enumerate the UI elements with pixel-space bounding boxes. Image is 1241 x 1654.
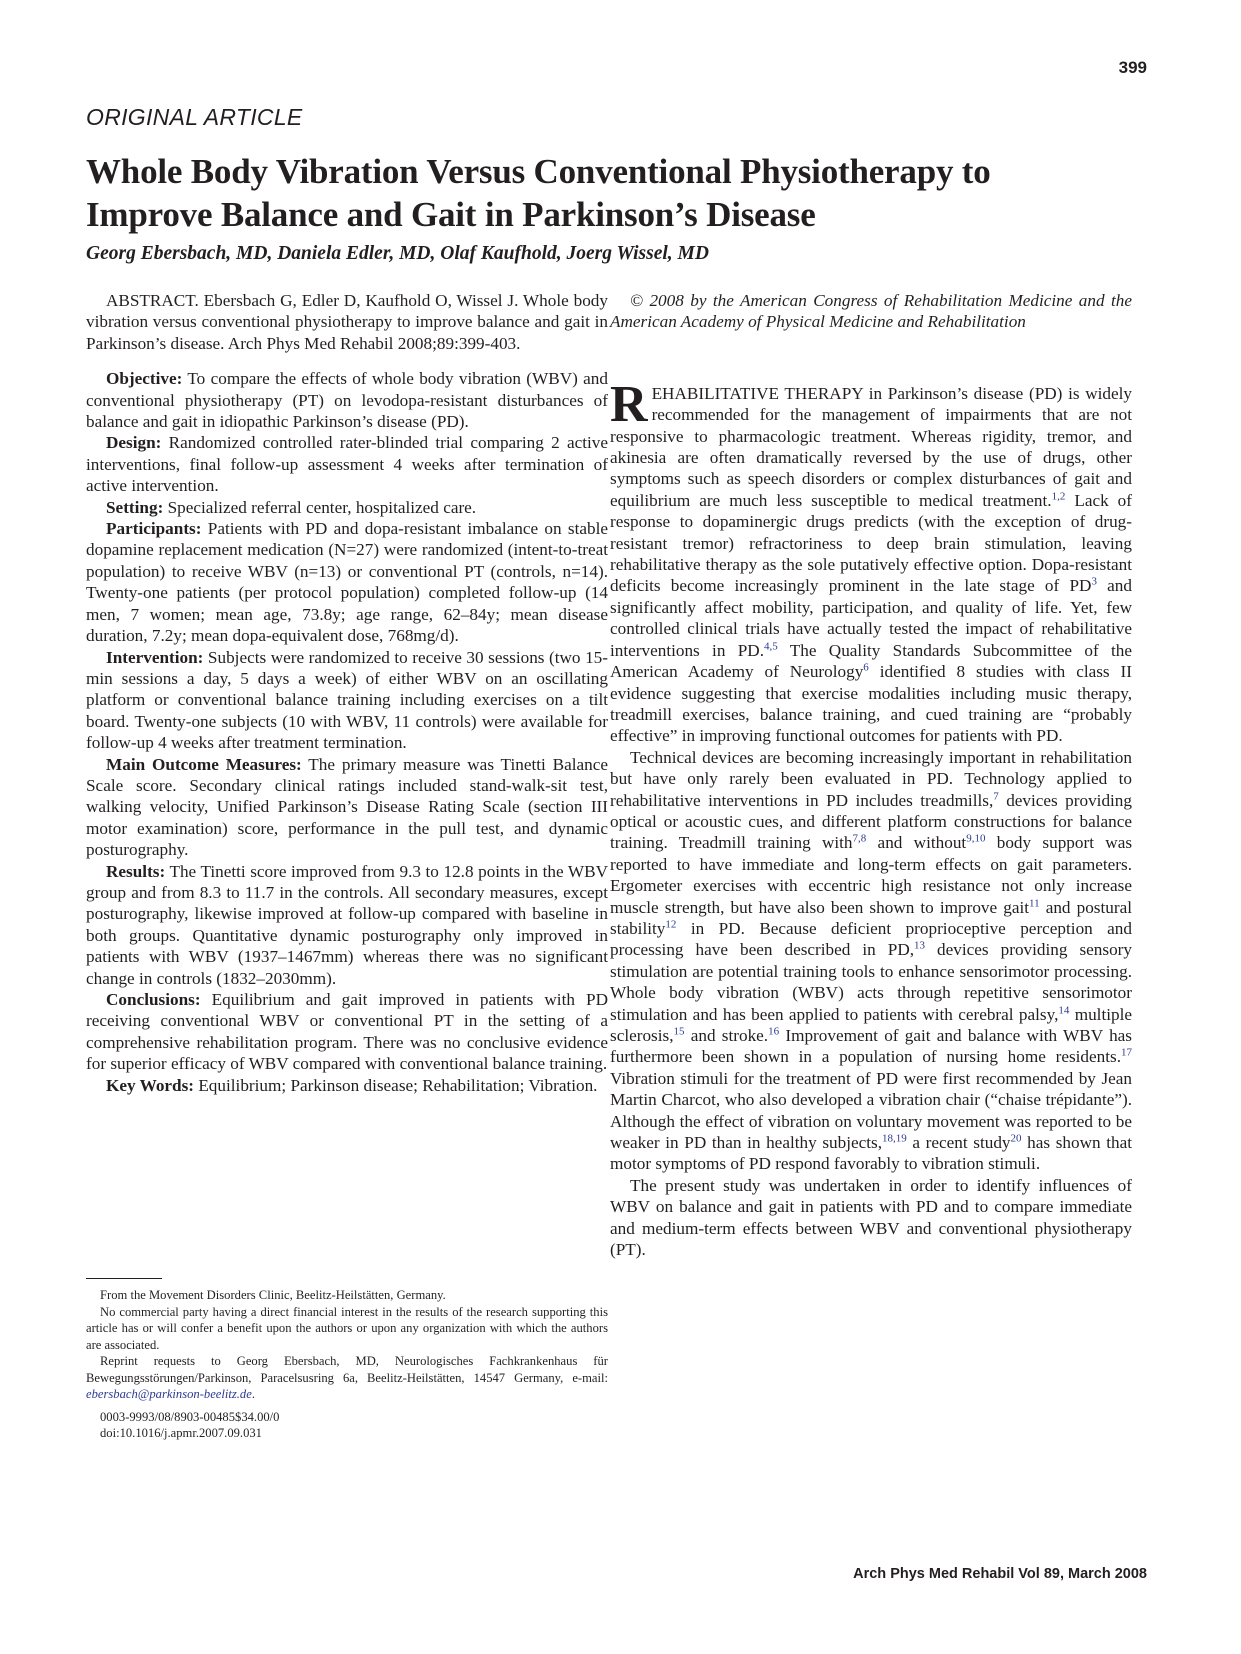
section-label: Design: — [106, 433, 162, 453]
intro-paragraph: The present study was undertaken in order to identify influences of WBV on balance and gait in patients with PD and to compare immediate and medium-term effects between WBV and conventional physiotherapy (PT). — [610, 1175, 1132, 1260]
intro-text: and postural stability — [610, 897, 1132, 938]
footnote-reprint — [86, 1353, 608, 1403]
citation-ref[interactable]: 4,5 — [764, 639, 778, 652]
section-text: Randomized controlled rater-blinded trial comparing 2 active interventions, final follow-up assessment 4 weeks after termination of active intervention. — [86, 433, 608, 496]
citation-ref[interactable]: 14 — [1058, 1003, 1070, 1016]
footnote-affiliation: From the Movement Disorders Clinic, Beelitz-Heilstätten, Germany. — [100, 1288, 446, 1302]
section-label: Key Words: — [106, 1075, 195, 1095]
citation-ref[interactable]: 17 — [1121, 1046, 1132, 1059]
intro-text: a recent study — [906, 1133, 1011, 1153]
section-label: Results: — [106, 861, 166, 881]
section-text: Equilibrium and gait improved in patients with PD receiving conventional WBV or conventional PT in the setting of a comprehensive rehabilitation program. There was no conclusive evidence for superior efficacy of WBV compared with conventional balance training. — [86, 990, 608, 1074]
citation-ref[interactable]: 7,8 — [852, 832, 867, 845]
section-text: To compare the effects of whole body vibration (WBV) and conventional physiotherapy (PT) on levodopa-resistant disturbances of balance and gait in idiopathic Parkinson’s disease (PD). — [86, 369, 608, 432]
section-label: Objective: — [106, 369, 183, 389]
article-identifiers — [86, 1409, 608, 1442]
citation-ref[interactable]: 7 — [993, 789, 999, 802]
abstract-section-participants — [86, 518, 608, 646]
intro-text: Lack of response to dopaminergic drugs predicts (with the exception of drug-resistant tremor) refractoriness to deep brain stimulation, leaving rehabilitative therapy as the sole putatively effective option. Dopa-resistant deficits become increasingly prominent in the late stage of PD — [610, 490, 1133, 596]
abstract-section-intervention — [86, 647, 608, 754]
section-text: Subjects were randomized to receive 30 sessions (two 15-min sessions a day, 5 days a week) of either WBV on an oscillating platform or conventional balance training including exercises on a tilt board. Twenty-one subjects (10 with WBV, 11 controls) were available for follow-up 4 weeks after treatment termination. — [86, 647, 608, 753]
abstract-section-results — [86, 861, 608, 989]
abstract-body — [86, 368, 608, 1096]
intro-text: has shown that motor symptoms of PD respond favorably to vibration stimuli. — [610, 1133, 1132, 1174]
intro-text: multiple sclerosis, — [610, 1004, 1133, 1045]
citation-ref[interactable]: 15 — [673, 1025, 685, 1038]
reprint-text: Reprint requests to Georg Ebersbach, MD, Neurologisches Fachkrankenhaus für Bewegungsstörungen/Parkinson, Paracelsusring 6a, Beelitz-Heilstätten, 14547 Germany, e-mail: — [86, 1354, 608, 1385]
section-text: The Tinetti score improved from 9.3 to 12.8 points in the WBV group and from 8.3 to 11.7 in the controls. All secondary measures, except posturography, likewise improved at follow-up compared with baseline in both groups. Quantitative dynamic posturography only improved in patients with WBV (1937–1467mm) whereas there was no significant change in controls (1832–2030mm). — [86, 861, 608, 988]
abstract-section-design — [86, 432, 608, 496]
drop-cap: R — [610, 375, 648, 433]
section-label: Conclusions: — [106, 990, 201, 1009]
intro-paragraph — [610, 375, 1133, 747]
footnote-disclosure: No commercial party having a direct financial interest in the results of the research supporting this article has or will confer a benefit upon the authors or upon any organization with which the authors are associated. — [86, 1304, 608, 1352]
author-list: Georg Ebersbach, MD, Daniela Edler, MD, Olaf Kaufhold, Joerg Wissel, MD — [86, 243, 709, 264]
citation-ref[interactable]: 1,2 — [1051, 490, 1066, 503]
footnotes — [86, 1278, 608, 1442]
citation-ref[interactable]: 3 — [1091, 575, 1097, 588]
section-text: Specialized referral center, hospitalized care. — [163, 497, 477, 517]
citation-ref[interactable]: 18,19 — [882, 1132, 907, 1145]
section-text: The primary measure was Tinetti Balance Scale score. Secondary clinical ratings included stand-walk-sit test, walking velocity, Unified Parkinson’s Disease Rating Scale (section III motor examination) score, performance in the pull test, and dynamic posturography. — [86, 754, 608, 860]
citation-ref[interactable]: 6 — [863, 661, 869, 674]
copyright-notice: © 2008 by the American Congress of Rehabilitation Medicine and the American Academy of Physical Medicine and Rehabilitation — [610, 291, 1132, 332]
citation-ref[interactable]: 9,10 — [966, 832, 986, 845]
footnote-divider — [86, 1278, 162, 1279]
citation-ref[interactable]: 16 — [768, 1025, 780, 1038]
citation-ref[interactable]: 12 — [665, 918, 677, 931]
issn-code: 0003-9993/08/8903-00485$34.00/0 — [100, 1409, 280, 1424]
section-text: Patients with PD and dopa-resistant imbalance on stable dopamine replacement medication (N=27) were randomized (intent-to-treat population) to receive WBV (n=13) or conventional PT (controls, n=14). Twenty-one patients (per protocol population) completed follow-up (14 men, 7 women; mean age, 73.8y; age range, 62–84y; mean disease duration, 7.2y; mean dopa-equivalent dose, 768mg/d). — [86, 519, 608, 646]
abstract-section-outcome-measures — [86, 754, 608, 861]
section-label: Intervention: — [106, 647, 204, 667]
intro-text: Vibration stimuli for the treatment of PD were first recommended by Jean Martin Charcot, who also developed a vibration chair (“chaise trépidante”). Although the effect of vibration on voluntary movement was reported to be weaker in PD than in healthy subjects, — [610, 1068, 1132, 1153]
page-number: 399 — [1118, 58, 1147, 77]
article-title — [86, 150, 1146, 236]
running-footer: Arch Phys Med Rehabil Vol 89, March 2008 — [853, 1566, 1147, 1582]
introduction — [610, 375, 1133, 1261]
intro-text: Technical devices are becoming increasingly important in rehabilitation but have only rarely been evaluated in PD. Technology applied to rehabilitative interventions in PD includes treadmills, — [610, 747, 1132, 810]
email-link[interactable]: ebersbach@parkinson-beelitz.de — [86, 1387, 252, 1401]
citation-ref[interactable]: 13 — [914, 939, 926, 952]
reprint-end: . — [251, 1387, 255, 1401]
doi-link[interactable]: doi:10.1016/j.apmr.2007.09.031 — [100, 1426, 262, 1440]
section-label: Setting: — [106, 497, 164, 517]
abstract-citation: ABSTRACT. Ebersbach G, Edler D, Kaufhold O, Wissel J. Whole body vibration versus conventional physiotherapy to improve balance and gait in Parkinson’s disease. Arch Phys Med Rehabil 2008;89:399-403. — [86, 291, 608, 353]
intro-text: and significantly affect mobility, participation, and quality of life. Yet, few controlled clinical trials have actually tested the impact of rehabilitative interventions in PD. — [610, 576, 1132, 660]
abstract-section-setting — [86, 497, 608, 518]
intro-text: devices providing sensory stimulation are potential training tools to enhance sensorimotor processing. Whole body vibration (WBV) acts through repetitive sensorimotor stimulation and has been applied to patients with cerebral palsy, — [610, 940, 1132, 1024]
citation-ref[interactable]: 20 — [1010, 1132, 1022, 1145]
title-line: Whole Body Vibration Versus Conventional Physiotherapy to — [86, 152, 991, 191]
section-label: Participants: — [106, 519, 202, 539]
title-line: Improve Balance and Gait in Parkinson’s Disease — [86, 195, 816, 234]
intro-text: and stroke. — [684, 1026, 769, 1045]
intro-text: devices providing optical or acoustic cues, and different platform constructions for balance training. Treadmill training with — [610, 790, 1132, 853]
intro-paragraph — [610, 747, 1132, 1175]
abstract-section-conclusions — [86, 989, 608, 1075]
intro-text: Improvement of gait and balance with WBV has furthermore been shown in a population of nursing home residents. — [610, 1026, 1132, 1067]
intro-text: The Quality Standards Subcommittee of the American Academy of Neurology — [610, 640, 1132, 682]
article-type: ORIGINAL ARTICLE — [86, 104, 303, 130]
intro-text: identified 8 studies with class II evidence suggesting that exercise modalities including music therapy, treadmill exercises, balance training, and cued training are “probably effective” in improving functional outcomes for patients with PD. — [610, 662, 1132, 746]
abstract-section-key-words — [86, 1075, 608, 1096]
section-text: Equilibrium; Parkinson disease; Rehabilitation; Vibration. — [194, 1075, 598, 1095]
intro-text: in PD. Because deficient proprioceptive perception and processing have been described in PD, — [610, 918, 1132, 960]
intro-text: body support was reported to have immediate and long-term effects on gait parameters. Ergometer exercises with eccentric high resistance not only increase muscle strength, but have also been shown to improve gait — [610, 833, 1133, 917]
body-column — [610, 290, 1132, 1260]
intro-text: EHABILITATIVE THERAPY in Parkinson’s disease (PD) is widely recommended for the management of impairments that are not responsive to pharmacologic treatment. Whereas rigidity, tremor, and akinesia are often dramatically reversed by the use of drugs, other symptoms such as speech disorders or complex disturbances of gait and equilibrium are much less susceptible to medical treatment. — [610, 383, 1132, 510]
citation-ref[interactable]: 11 — [1029, 896, 1040, 909]
intro-text: and without — [866, 833, 967, 853]
abstract-column — [86, 290, 608, 1096]
section-label: Main Outcome Measures: — [106, 754, 302, 774]
abstract-section-objective — [86, 368, 608, 432]
